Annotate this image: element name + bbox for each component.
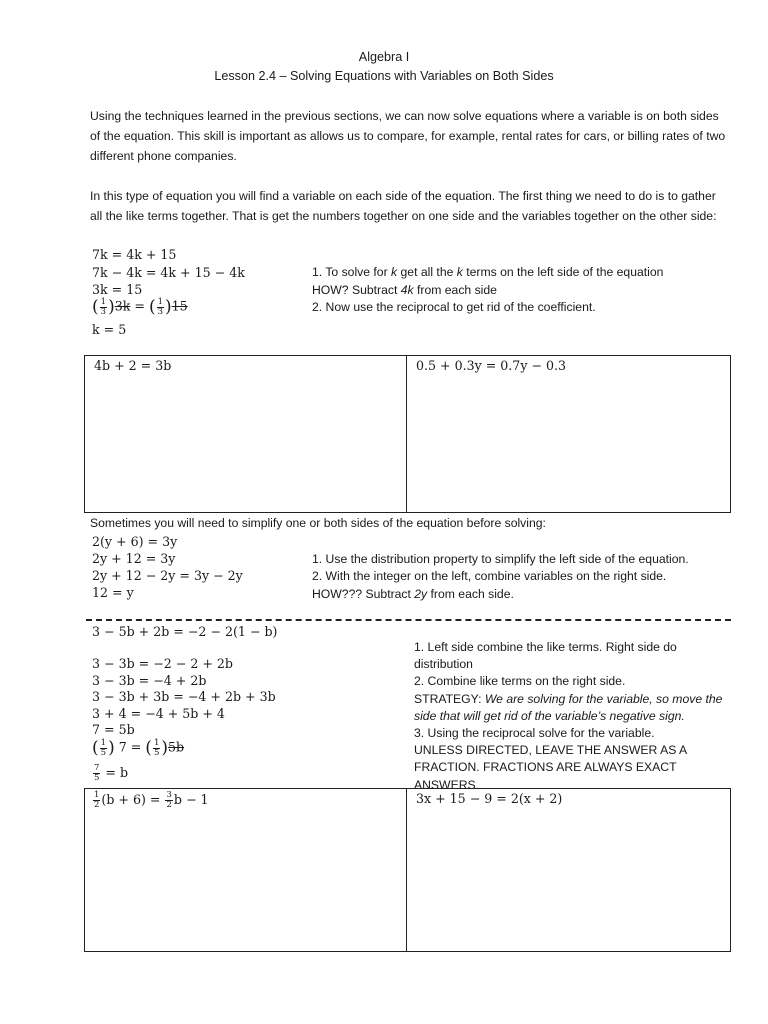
fraction: $\frac{1}{2}$ <box>94 790 100 810</box>
example1-line-1: 7k = 4k + 15 <box>92 247 177 262</box>
instruction-paragraph: In this type of equation you will find a variable on each side of the equation. The first thing we need to do is to gather all the like terms together. That is get the numbers together on one side and the variables together on the other side: <box>90 189 717 223</box>
practice-box-left[interactable] <box>84 355 407 513</box>
example1-note-2: HOW? Subtract 4k from each side <box>312 283 497 297</box>
example3-note-2: 2. Combine like terms on the right side. <box>414 674 626 689</box>
example1-line-3: 3k = 15 <box>92 282 143 297</box>
example3-line-3: 3 − 3b = −4 + 2b <box>92 673 207 688</box>
fraction: $\frac{1}{3}$ <box>100 296 107 317</box>
practice-problem: 3x + 15 − 9 = 2(x + 2) <box>416 791 563 806</box>
example3-line-2: 3 − 3b = −2 − 2 + 2b <box>92 656 233 671</box>
practice-box-right[interactable] <box>406 355 731 513</box>
practice-problem: 0.5 + 0.3y = 0.7y − 0.3 <box>416 358 567 373</box>
example3-line-4: 3 − 3b + 3b = −4 + 2b + 3b <box>92 689 276 704</box>
example1-line-4: ( $\frac{1}{3}$ )3k = ( $\frac{1}{3}$ )15 <box>92 296 188 317</box>
example2-line-4: 12 = y <box>92 585 134 600</box>
example3-line-1: 3 − 5b + 2b = −2 − 2(1 − b) <box>92 624 278 639</box>
strategy-note: STRATEGY: We are solving for the variable, so move the side that will get rid of the variable’s negative sign. <box>414 691 723 723</box>
dashed-divider <box>86 619 731 621</box>
fraction: $\frac{3}{2}$ <box>166 790 172 810</box>
section2-intro: Sometimes you will need to simplify one or both sides of the equation before solving: <box>90 516 546 530</box>
example2-note-1: 1. Use the distribution property to simplify the left side of the equation. <box>312 552 689 566</box>
example3-note-4: UNLESS DIRECTED, LEAVE THE ANSWER AS A FRACTION. FRACTIONS ARE ALWAYS EXACT ANSWERS. <box>414 743 687 792</box>
example2-line-2: 2y + 12 = 3y <box>92 551 176 566</box>
example2-line-3: 2y + 12 − 2y = 3y − 2y <box>92 568 243 583</box>
example3-line-6: 7 = 5b <box>92 722 135 737</box>
example3-line-8: $\frac{7}{5}$ = b <box>94 763 129 783</box>
example3-line-7: ( $\frac{1}{5}$ ) 7 = ( $\frac{1}{5}$ )5b <box>92 737 185 758</box>
practice-problem: 4b + 2 = 3b <box>94 358 172 373</box>
example1-note-3: 2. Now use the reciprocal to get rid of the coefficient. <box>312 300 596 314</box>
fraction: $\frac{1}{5}$ <box>153 737 160 758</box>
example1-line-5: k = 5 <box>92 322 127 337</box>
example3-note-3: 3. Using the reciprocal solve for the variable. <box>414 726 655 741</box>
example3-note-1: 1. Left side combine the like terms. Right side do distribution <box>414 640 677 672</box>
practice-box-left-2[interactable] <box>84 788 407 952</box>
fraction: $\frac{7}{5}$ <box>94 763 100 783</box>
example2-note-3: HOW??? Subtract 2y from each side. <box>312 587 514 601</box>
page-title: Algebra I <box>358 50 410 64</box>
example1-note-1: 1. To solve for k get all the k terms on the left side of the equation <box>312 265 664 279</box>
intro-paragraph: Using the techniques learned in the previous sections, we can now solve equations where a variable is on both sides of the equation. This skill is important as allows us to compare, for example, rental rates for cars, or billing rates of two different phone companies. <box>90 109 726 163</box>
example3-line-5: 3 + 4 = −4 + 5b + 4 <box>92 706 225 721</box>
example3-notes <box>414 639 734 794</box>
example1-line-2: 7k − 4k = 4k + 15 − 4k <box>92 265 245 280</box>
lesson-subtitle: Lesson 2.4 – Solving Equations with Variables on Both Sides <box>214 69 554 83</box>
practice-problem: $\frac{1}{2}$ (b + 6) = $\frac{3}{2}$ b − 1 <box>94 790 209 810</box>
fraction: $\frac{1}{3}$ <box>157 296 163 317</box>
practice-box-right-2[interactable] <box>406 788 731 952</box>
fraction: $\frac{1}{5}$ <box>100 737 107 758</box>
example2-note-2: 2. With the integer on the left, combine variables on the right side. <box>312 569 667 583</box>
example2-line-1: 2(y + 6) = 3y <box>92 534 178 549</box>
